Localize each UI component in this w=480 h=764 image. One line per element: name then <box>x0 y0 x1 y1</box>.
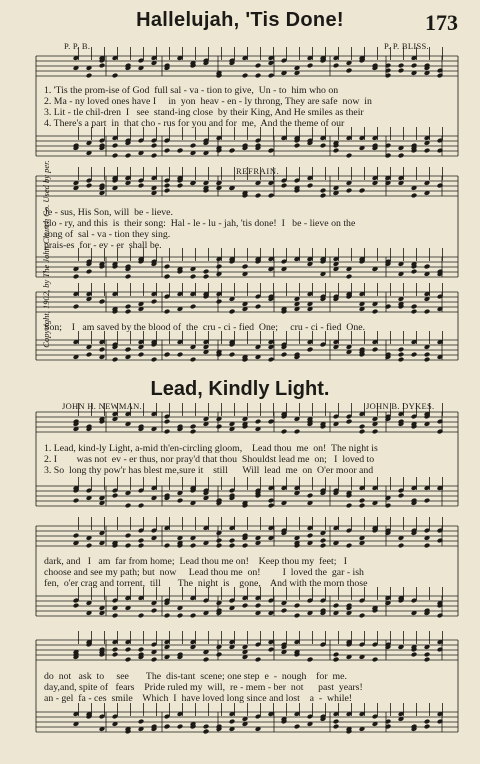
hymn-title: Hallelujah, 'Tis Done! <box>136 9 344 31</box>
verse-line: 4. There's a part in that cho - rus for you and for me, And the theme of our <box>44 118 345 129</box>
refrain-label: REFRAIN. <box>236 166 280 176</box>
verse-line: an - gel fa - ces smile Which I have loved long since and lost a - while! <box>44 693 353 704</box>
verse-line: fen, o'er crag and torrent, till The night is gone, And with the morn those <box>44 578 368 589</box>
verse-line: 2. Ma - ny loved ones have I in yon heav - en - ly throng, They are safe now in <box>44 96 372 107</box>
verse-line: Je - sus, His Son, will be - lieve. <box>44 207 173 218</box>
composer-credit: P. P. BLISS. <box>384 41 429 51</box>
verse-line: 1. 'Tis the prom-ise of God full sal - va - tion to give, Un - to him who on <box>44 85 339 96</box>
verse-line: song of sal - va - tion they sing. <box>44 229 171 240</box>
lyricist-credit: JOHN H. NEWMAN. <box>62 401 143 411</box>
verse-line: 1. Lead, kind-ly Light, a-mid th'en-circling gloom, Lead thou me on! The night is <box>44 443 378 454</box>
verse-line: 3. So long thy pow'r has blest me,sure it still Will lead me on O'er moor and <box>44 465 374 476</box>
verse-line: glo - ry, and this is their song: Hal - le - lu - jah, 'tis done! I be - lieve on the <box>44 218 356 229</box>
verse-line: 3. Lit - tle chil-dren I see stand-ing close by their King, And He smiles as their <box>44 107 364 118</box>
hymn-title: Lead, Kindly Light. <box>150 378 330 400</box>
hymn-number: 173 <box>425 10 458 35</box>
copyright-notice: Copyright, 1902, by The John Church Co. Used by per. <box>41 160 51 348</box>
verse-line: 2. I was not ev - er thus, nor pray'd that thou Shouldst lead me on; I loved to <box>44 454 375 465</box>
composer-credit: JOHN B. DYKES. <box>366 401 435 411</box>
verse-line: day,and, spite of fears Pride ruled my will, re - mem - ber not past years! <box>44 682 363 693</box>
verse-line: Son; I am saved by the blood of the cru - ci - fied One; cru - ci - fied One. <box>44 322 366 333</box>
verse-line: prais-es for - ev - er shall be. <box>44 240 162 251</box>
verse-line: choose and see my path; but now Lead thou me on! I loved the gar - ish <box>44 567 364 578</box>
lyricist-credit: P. P. B. <box>64 41 91 51</box>
verse-line: dark, and I am far from home; Lead thou me on! Keep thou my feet; I <box>44 556 348 567</box>
verse-line: do not ask to see The dis-tant scene; one step e - nough for me. <box>44 671 347 682</box>
